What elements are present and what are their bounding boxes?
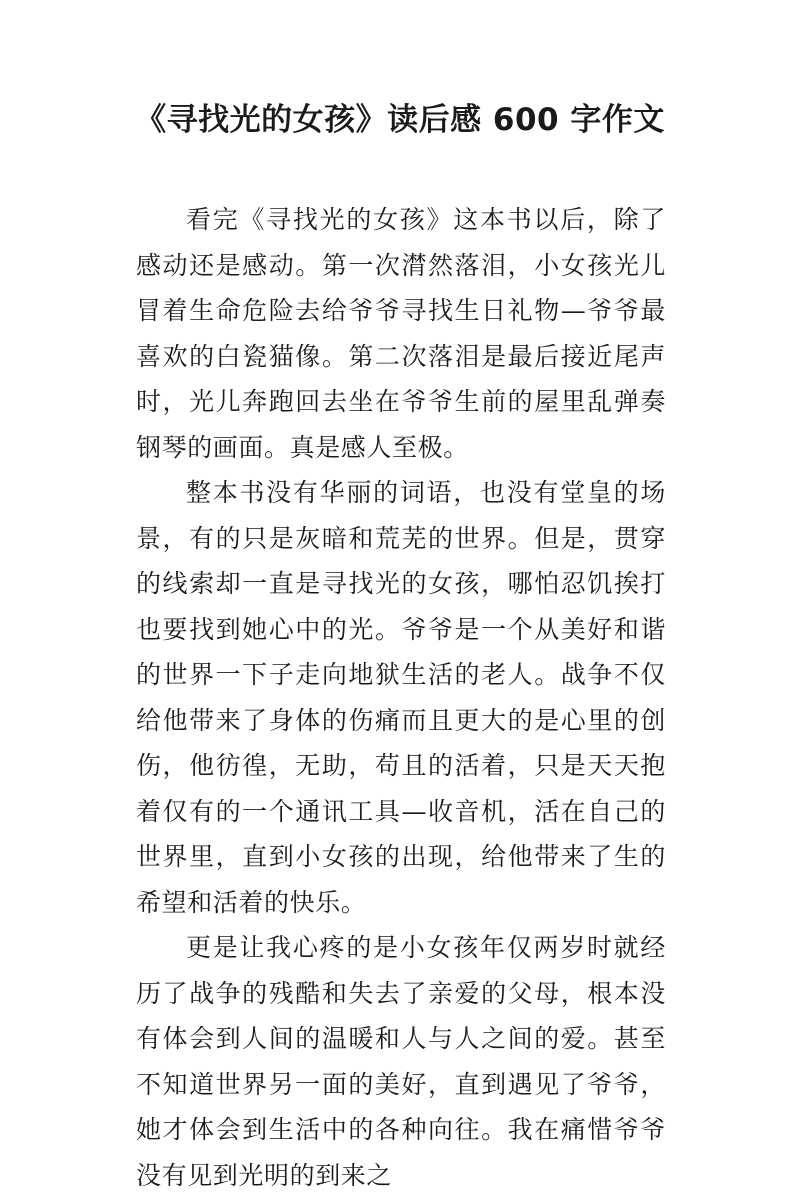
document-body — [136, 197, 666, 1198]
paragraph-2: 整本书没有华丽的词语，也没有堂皇的场景，有的只是灰暗和荒芜的世界。但是，贯穿的线索却一直是寻找光的女孩，哪怕忍饥挨打也要找到她心中的光。爷爷是一个从美好和谐的世界一下子走向地狱生活的老人。战争不仅给他带来了身体的伤痛而且更大的是心里的创伤，他彷徨，无助，苟且的活着，只是天天抱着仅有的一个通讯工具—收音机，活在自己的世界里，直到小女孩的出现，给他带来了生的希望和活着的快乐。 — [136, 478, 666, 917]
paragraph-3: 更是让我心疼的是小女孩年仅两岁时就经历了战争的残酷和失去了亲爱的父母，根本没有体会到人间的温暖和人与人之间的爱。甚至不知道世界另一面的美好，直到遇见了爷爷，她才体会到生活中的各种向往。我在痛惜爷爷没有见到光明的到来之 — [136, 933, 666, 1190]
paragraph-1: 看完《寻找光的女孩》这本书以后，除了感动还是感动。第一次潸然落泪，小女孩光儿冒着生命危险去给爷爷寻找生日礼物—爷爷最喜欢的白瓷猫像。第二次落泪是最后接近尾声时，光儿奔跑回去坐在爷爷生前的屋里乱弹奏钢琴的画面。真是感人至极。 — [136, 205, 666, 462]
document-title: 《寻找光的女孩》读后感 600 字作文 — [135, 102, 665, 138]
